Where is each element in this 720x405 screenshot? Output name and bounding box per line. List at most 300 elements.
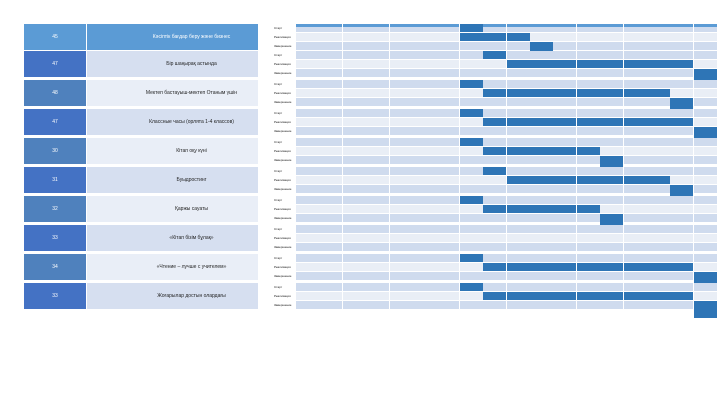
timeline-cell (343, 51, 366, 59)
timeline-cell (366, 263, 389, 271)
progress-bar (483, 147, 506, 155)
progress-bar (507, 118, 530, 126)
timeline-cell (436, 214, 459, 222)
timeline-cell (530, 98, 553, 106)
progress-bar (507, 89, 530, 97)
task-name: Бір шаңырақ астында (86, 51, 296, 77)
timeline-cell (647, 156, 670, 164)
timeline-cell (507, 185, 530, 193)
progress-bar (483, 205, 506, 213)
timeline-cell (390, 118, 413, 126)
timeline-cell (366, 156, 389, 164)
timeline-cell (366, 254, 389, 262)
timeline-cell (319, 147, 342, 155)
timeline-cell (530, 272, 553, 280)
timeline-cell (694, 42, 717, 50)
timeline-cell (436, 127, 459, 135)
timeline-cell (390, 263, 413, 271)
progress-bar (553, 147, 576, 155)
timeline-cell (670, 51, 693, 59)
timeline-cell (436, 292, 459, 300)
timeline-cell (413, 292, 436, 300)
timeline-cell (694, 98, 717, 106)
timeline-cell (694, 292, 717, 300)
timeline-cell (507, 283, 530, 291)
timeline-cell (343, 176, 366, 184)
timeline-cell (460, 176, 483, 184)
timeline-cell (366, 167, 389, 175)
timeline-cell (366, 243, 389, 251)
timeline-cell (624, 272, 647, 280)
timeline-cell (694, 109, 717, 117)
timeline-cell (366, 109, 389, 117)
timeline-cell (670, 167, 693, 175)
timeline-cell (343, 138, 366, 146)
timeline-cell (413, 301, 436, 309)
timeline-cell (460, 167, 483, 175)
timeline-cell (343, 118, 366, 126)
header-cell (577, 24, 600, 27)
header-cell (390, 24, 413, 27)
timeline-cell (530, 214, 553, 222)
timeline-cell (694, 205, 717, 213)
timeline-cell (436, 80, 459, 88)
progress-bar (577, 60, 600, 68)
timeline-cell (577, 127, 600, 135)
timeline-cell (343, 42, 366, 50)
task-name: Кітап оқу күні (86, 138, 296, 164)
timeline-cell (343, 283, 366, 291)
task-header-row (24, 24, 296, 51)
timeline-cell (319, 80, 342, 88)
timeline-cell (460, 89, 483, 97)
timeline-cell (343, 225, 366, 233)
header-cell (436, 24, 459, 27)
timeline-cell (694, 33, 717, 41)
start-bar (460, 283, 483, 291)
timeline-cell (319, 272, 342, 280)
timeline-cell (366, 89, 389, 97)
timeline-cell (460, 147, 483, 155)
progress-bar (647, 118, 670, 126)
timeline-cell (390, 42, 413, 50)
timeline-cell (366, 147, 389, 155)
progress-bar (670, 292, 693, 300)
timeline-cell (600, 80, 623, 88)
timeline-cell (436, 42, 459, 50)
phase-label: Старт (258, 225, 302, 234)
timeline-cell (577, 254, 600, 262)
timeline-cell (624, 42, 647, 50)
timeline-cell (390, 167, 413, 175)
timeline-cell (319, 301, 342, 309)
timeline-cell (647, 98, 670, 106)
task-row (24, 254, 296, 281)
timeline-cell (436, 254, 459, 262)
timeline-cell (647, 42, 670, 50)
progress-bar (483, 118, 506, 126)
timeline-cell (413, 263, 436, 271)
timeline-cell (647, 214, 670, 222)
phase-label: Реализация (258, 263, 302, 272)
header-cell (600, 24, 623, 27)
timeline-cell (436, 243, 459, 251)
timeline-cell (413, 51, 436, 59)
timeline-cell (343, 60, 366, 68)
timeline-cell (530, 254, 553, 262)
timeline-cell (507, 272, 530, 280)
header-cell (483, 24, 506, 27)
timeline-cell (530, 234, 553, 242)
progress-bar (483, 263, 506, 271)
timeline-cell (343, 205, 366, 213)
timeline-cell (483, 60, 506, 68)
timeline-cell (530, 109, 553, 117)
timeline-cell (343, 263, 366, 271)
timeline-cell (319, 156, 342, 164)
timeline-cell (319, 118, 342, 126)
phase-label: Старт (258, 167, 302, 176)
timeline-cell (436, 263, 459, 271)
phase-label: Старт (258, 196, 302, 205)
timeline-cell (366, 51, 389, 59)
timeline-cell (436, 156, 459, 164)
timeline-cell (366, 69, 389, 77)
timeline-cell (366, 33, 389, 41)
timeline-cell (343, 254, 366, 262)
task-name: Мектеп бастауыш-мектеп Отаным үшін (86, 80, 296, 106)
timeline-cell (553, 109, 576, 117)
timeline-cell (296, 234, 319, 242)
timeline-cell (319, 98, 342, 106)
timeline-cell (413, 272, 436, 280)
timeline-cell (670, 138, 693, 146)
progress-bar (624, 89, 647, 97)
progress-bar (624, 60, 647, 68)
task-row (24, 167, 296, 194)
task-number: 33 (24, 283, 86, 309)
timeline-cell (343, 167, 366, 175)
timeline-cell (553, 283, 576, 291)
timeline-cell (507, 127, 530, 135)
timeline-cell (390, 234, 413, 242)
progress-bar (647, 263, 670, 271)
phase-label: Старт (258, 254, 302, 263)
timeline-cell (507, 301, 530, 309)
timeline-cell (577, 138, 600, 146)
task-row (24, 109, 296, 136)
timeline-cell (577, 80, 600, 88)
timeline-cell (624, 185, 647, 193)
timeline-cell (319, 292, 342, 300)
timeline-cell (694, 214, 717, 222)
timeline-cell (296, 60, 319, 68)
timeline-cell (413, 234, 436, 242)
progress-bar (530, 205, 553, 213)
timeline-cell (530, 127, 553, 135)
progress-bar (600, 89, 623, 97)
timeline-cell (530, 243, 553, 251)
progress-bar (647, 89, 670, 97)
timeline-cell (483, 214, 506, 222)
timeline-cell (460, 98, 483, 106)
task-row (24, 283, 296, 310)
start-bar (460, 24, 483, 32)
timeline-cell (670, 243, 693, 251)
timeline-cell (483, 254, 506, 262)
timeline-cell (553, 127, 576, 135)
timeline-cell (366, 60, 389, 68)
timeline-cell (413, 69, 436, 77)
timeline-cell (436, 69, 459, 77)
timeline-cell (577, 283, 600, 291)
timeline-cell (483, 109, 506, 117)
phase-label: Завершение (258, 69, 302, 78)
timeline-cell (647, 301, 670, 309)
progress-bar (483, 89, 506, 97)
phase-label: Завершение (258, 301, 302, 310)
timeline-cell (483, 156, 506, 164)
timeline-cell (483, 225, 506, 233)
timeline-cell (553, 185, 576, 193)
timeline-cell (343, 33, 366, 41)
timeline-cell (670, 176, 693, 184)
timeline-cell (670, 69, 693, 77)
timeline-cell (577, 109, 600, 117)
timeline-cell (296, 89, 319, 97)
timeline-cell (670, 301, 693, 309)
timeline-cell (647, 51, 670, 59)
timeline-cell (577, 214, 600, 222)
timeline-cell (366, 185, 389, 193)
timeline-cell (436, 283, 459, 291)
timeline-cell (577, 196, 600, 204)
progress-bar (600, 263, 623, 271)
phase-label: Реализация (258, 234, 302, 243)
timeline-cell (553, 254, 576, 262)
timeline-cell (694, 283, 717, 291)
timeline-cell (436, 147, 459, 155)
timeline-cell (413, 42, 436, 50)
timeline-cell (553, 80, 576, 88)
progress-bar (670, 263, 693, 271)
timeline-cell (507, 69, 530, 77)
phase-label: Реализация (258, 89, 302, 98)
timeline-cell (507, 51, 530, 59)
timeline-cell (436, 51, 459, 59)
timeline-cell (577, 156, 600, 164)
task-number: 31 (24, 167, 86, 193)
timeline-cell (553, 138, 576, 146)
phase-label: Реализация (258, 33, 302, 42)
timeline-cell (319, 127, 342, 135)
timeline-cell (390, 138, 413, 146)
phase-label: Завершение (258, 156, 302, 165)
timeline-cell (624, 167, 647, 175)
progress-bar (647, 60, 670, 68)
timeline-cell (413, 243, 436, 251)
timeline-cell (577, 272, 600, 280)
timeline-cell (436, 272, 459, 280)
timeline-cell (507, 109, 530, 117)
timeline-cell (460, 263, 483, 271)
phase-label: Завершение (258, 42, 302, 51)
timeline-cell (553, 98, 576, 106)
timeline-cell (483, 98, 506, 106)
phase-label: Старт (258, 138, 302, 147)
timeline-cell (647, 272, 670, 280)
start-bar (460, 254, 483, 262)
timeline-cell (600, 69, 623, 77)
progress-bar (670, 60, 693, 68)
timeline-cell (553, 33, 576, 41)
timeline-cell (624, 51, 647, 59)
progress-bar (507, 205, 530, 213)
progress-bar (624, 118, 647, 126)
timeline-cell (366, 98, 389, 106)
timeline-cell (319, 205, 342, 213)
timeline-cell (390, 127, 413, 135)
progress-bar (553, 292, 576, 300)
finish-bar (694, 301, 717, 318)
timeline-cell (694, 167, 717, 175)
timeline-cell (600, 127, 623, 135)
timeline-cell (366, 301, 389, 309)
task-row (24, 138, 296, 165)
progress-bar (624, 263, 647, 271)
timeline-cell (413, 80, 436, 88)
timeline-cell (483, 196, 506, 204)
timeline-cell (600, 301, 623, 309)
timeline-cell (343, 156, 366, 164)
timeline-cell (366, 80, 389, 88)
header-cell (413, 24, 436, 27)
timeline-cell (460, 243, 483, 251)
timeline-cell (600, 185, 623, 193)
timeline-cell (296, 109, 319, 117)
timeline-cell (343, 127, 366, 135)
timeline-cell (694, 196, 717, 204)
start-bar (460, 80, 483, 88)
phase-label: Завершение (258, 127, 302, 136)
timeline-cell (694, 138, 717, 146)
timeline-cell (436, 138, 459, 146)
timeline-cell (507, 156, 530, 164)
header-cell (296, 24, 319, 27)
timeline-cell (600, 272, 623, 280)
start-bar (460, 109, 483, 117)
progress-bar (600, 60, 623, 68)
timeline-cell (553, 167, 576, 175)
timeline-cell (530, 185, 553, 193)
progress-bar (483, 292, 506, 300)
timeline-cell (600, 33, 623, 41)
timeline-cell (390, 243, 413, 251)
timeline-cell (483, 69, 506, 77)
timeline-cell (577, 234, 600, 242)
timeline-cell (319, 196, 342, 204)
timeline-cell (647, 243, 670, 251)
timeline-cell (390, 60, 413, 68)
header-cell (670, 24, 693, 27)
timeline-cell (694, 80, 717, 88)
timeline-cell (436, 176, 459, 184)
timeline-cell (436, 98, 459, 106)
timeline-cell (343, 292, 366, 300)
timeline-cell (694, 147, 717, 155)
timeline-cell (319, 109, 342, 117)
progress-bar (553, 118, 576, 126)
task-name: Жоғарылар достын олардағы (86, 283, 296, 309)
timeline-cell (624, 283, 647, 291)
timeline-cell (624, 214, 647, 222)
timeline-cell (483, 176, 506, 184)
timeline-cell (460, 225, 483, 233)
timeline-cell (343, 89, 366, 97)
timeline-cell (507, 243, 530, 251)
timeline-cell (600, 167, 623, 175)
timeline-cell (366, 42, 389, 50)
timeline-cell (390, 214, 413, 222)
timeline-cell (483, 138, 506, 146)
phase-label: Реализация (258, 118, 302, 127)
timeline-cell (436, 225, 459, 233)
timeline-cell (647, 185, 670, 193)
timeline-cell (670, 42, 693, 50)
phase-label: Реализация (258, 60, 302, 69)
timeline-cell (296, 33, 319, 41)
timeline-cell (413, 185, 436, 193)
timeline-cell (647, 33, 670, 41)
timeline-cell (460, 60, 483, 68)
progress-bar (553, 205, 576, 213)
progress-bar (624, 176, 647, 184)
timeline-cell (296, 205, 319, 213)
timeline-cell (624, 33, 647, 41)
timeline-cell (670, 196, 693, 204)
timeline-cell (343, 98, 366, 106)
timeline-cell (670, 147, 693, 155)
timeline-cell (600, 109, 623, 117)
task-number: 47 (24, 51, 86, 77)
timeline-cell (530, 196, 553, 204)
phase-label: Старт (258, 80, 302, 89)
timeline-cell (366, 176, 389, 184)
timeline-cell (507, 167, 530, 175)
timeline-cell (390, 147, 413, 155)
timeline-cell (600, 196, 623, 204)
progress-bar (507, 292, 530, 300)
timeline-cell (483, 301, 506, 309)
timeline-cell (694, 254, 717, 262)
timeline-cell (553, 196, 576, 204)
timeline-cell (577, 98, 600, 106)
phase-label: Старт (258, 283, 302, 292)
timeline-cell (507, 138, 530, 146)
timeline-cell (577, 225, 600, 233)
timeline-cell (319, 33, 342, 41)
timeline-cell (530, 156, 553, 164)
timeline-cell (296, 263, 319, 271)
timeline-cell (647, 205, 670, 213)
timeline-cell (577, 42, 600, 50)
timeline-cell (460, 292, 483, 300)
timeline-cell (436, 196, 459, 204)
timeline-cell (436, 89, 459, 97)
progress-bar (530, 176, 553, 184)
timeline-cell (600, 234, 623, 242)
timeline-cell (647, 138, 670, 146)
